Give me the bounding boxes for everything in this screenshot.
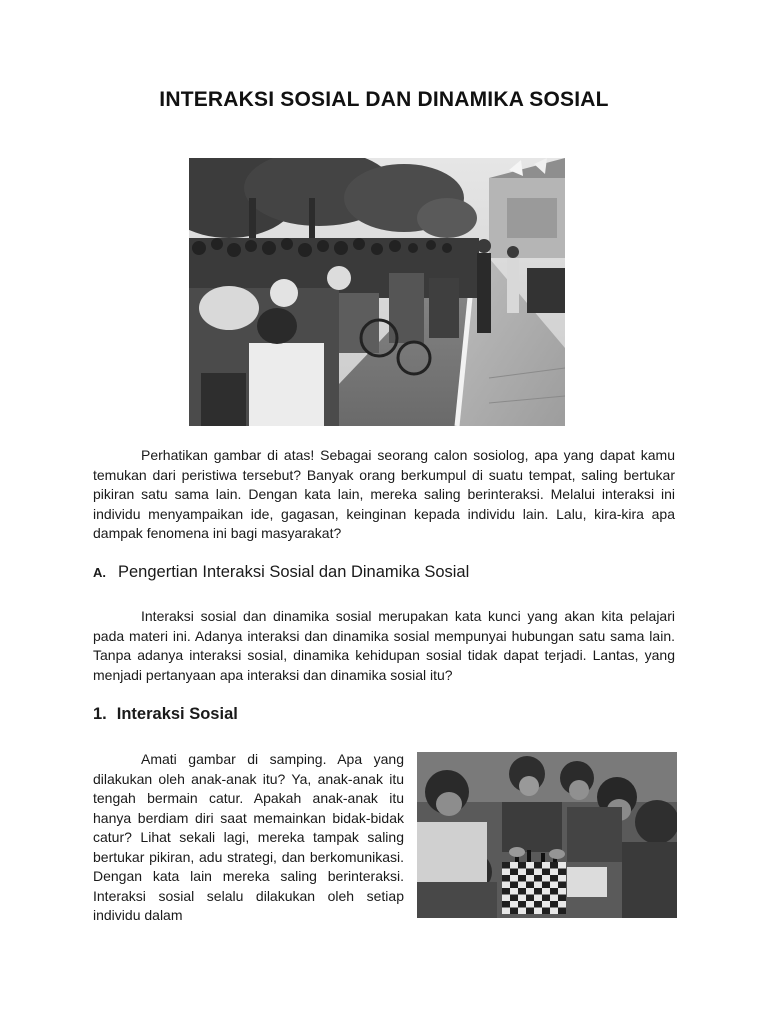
section-1-title: Interaksi Sosial: [116, 705, 238, 723]
section-a-paragraph: Interaksi sosial dan dinamika sosial merupakan kata kunci yang akan kita pelajari pada materi ini. Adanya interaksi dan dinamika sosial mempunyai hubungan satu sama lain. Tanpa adanya interaksi sosial, dinamika kehidupan sosial tidak dapat terjadi. Lantas, yang menjadi pertanyaan apa interaksi dan dinamika sosial itu?: [93, 608, 675, 683]
intro-paragraph: Perhatikan gambar di atas! Sebagai seorang calon sosiolog, apa yang dapat kamu temukan dari peristiwa tersebut? Banyak orang berkumpul di suatu tempat, saling bertukar pikiran satu sama lain. Dengan kata lain, mereka saling berinteraksi. Melalui interaksi ini individu menyampaikan ide, gagasan, keinginan kepada individu lain. Lalu, kira-kira apa dampak fenomena ini bagi masyarakat?: [93, 447, 675, 541]
crowd-street-illustration: [189, 158, 565, 426]
section-1-marker: 1.: [93, 705, 107, 723]
section-a-marker: A.: [93, 565, 106, 580]
section-1-heading: [93, 705, 238, 724]
page-title: INTERAKSI SOSIAL DAN DINAMIKA SOSIAL: [159, 88, 609, 111]
section-a-heading: [93, 563, 469, 582]
section-a-title: Pengertian Interaksi Sosial dan Dinamika Sosial: [118, 563, 470, 581]
crowd-street-photo: [189, 158, 565, 426]
section-1-paragraph: Amati gambar di samping. Apa yang dilakukan oleh anak-anak itu? Ya, anak-anak itu tengah bermain catur. Apakah anak-anak itu hanya berdiam diri saat memainkan bidak-bidak catur? Lihat sekali lagi, mereka tampak saling bertukar pikiran, adu strategi, dan berkomunikasi. Dengan kata lain mereka saling berinteraksi. Interaksi sosial selalu dilakukan oleh setiap individu dalam: [93, 751, 404, 923]
children-chess-illustration: [417, 752, 677, 918]
children-chess-photo: [417, 752, 677, 918]
